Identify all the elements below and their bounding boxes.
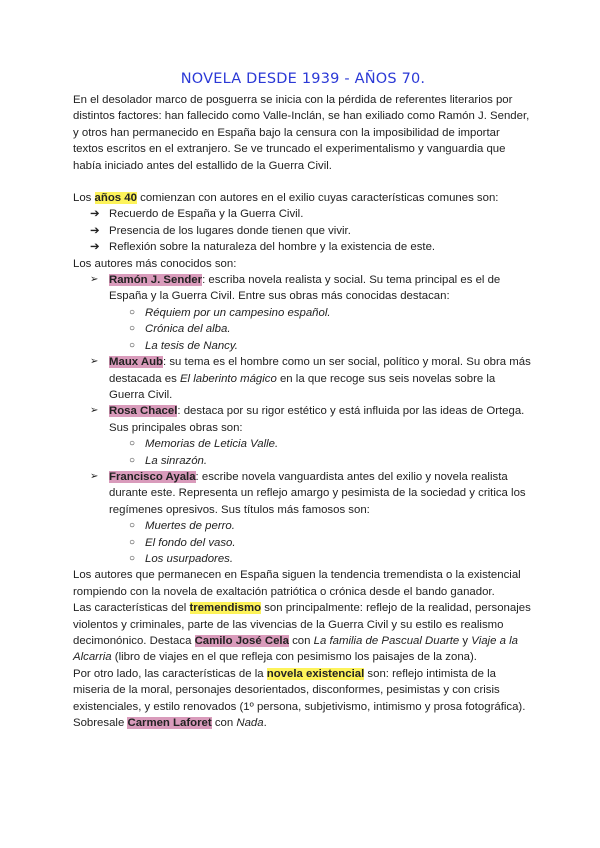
list-item: ➔ Reflexión sobre la naturaleza del hombre y la existencia de este. — [73, 239, 533, 255]
arrow-bullet-icon: ➔ — [90, 224, 100, 237]
list-item: ➔ Presencia de los lugares donde tienen que vivir. — [73, 223, 533, 239]
arrow-bullet-icon: ➔ — [90, 241, 100, 254]
exile-lead: Los años 40 comienzan con autores en el exilio cuyas características comunes son: — [73, 192, 499, 205]
author-name: Ramón J. Sender — [109, 274, 203, 287]
circle-bullet-icon: ○ — [129, 520, 136, 532]
circle-bullet-icon: ○ — [129, 536, 136, 548]
works-list — [109, 305, 533, 354]
work-item: ○ Réquiem por un campesino español. — [109, 305, 533, 321]
work-title: Nada — [236, 717, 264, 730]
work-item: ○ La sinrazón. — [109, 453, 533, 469]
tremendismo-paragraph: Las características del tremendismo son principalmente: reflejo de la realidad, personajes violentos y criminales, parte de las vivencias de la Guerra Civil y su estilo es realismo decimonónico. Destaca Camilo José Cela con La familia de Pascual Duarte y Viaje a la Alcarria (libro de viajes en el que refleja con pesimismo los paisajes de la zona). — [73, 602, 531, 664]
triangle-bullet-icon: ➢ — [90, 274, 99, 286]
spain-paragraph: Los autores que permanecen en España siguen la tendencia tremendista o la existencial rompiendo con la novela de exaltación patriótica o crónica desde el bando ganador. — [73, 569, 521, 598]
circle-bullet-icon: ○ — [129, 339, 136, 351]
circle-bullet-icon: ○ — [129, 552, 136, 564]
authors-list — [73, 272, 533, 567]
triangle-bullet-icon: ➢ — [90, 470, 99, 482]
circle-bullet-icon: ○ — [129, 438, 136, 450]
work-title: La familia de Pascual Duarte — [313, 635, 460, 647]
exile-traits-list — [73, 206, 533, 255]
intro-paragraph: En el desolador marco de posguerra se inicia con la pérdida de referentes literarios por distintos factores: han fallecido como Valle-Inclán, se han exiliado como Ramón J. Sender, y otros han permanecido en España bajo la censura con la imposibilidad de importar textos escritos en el extranjero. Se ve truncado el experimentalismo y vanguardia que había iniciado antes del estallido de la Guerra Civil. — [73, 94, 530, 172]
author-name: Maux Aub — [109, 356, 163, 369]
authors-intro: Los autores más conocidos son: — [73, 257, 237, 270]
work-item: ○ Memorias de Leticia Valle. — [109, 436, 533, 452]
highlight-tremendismo: tremendismo — [189, 602, 262, 615]
author-item-chacel: ➢ Rosa Chacel: destaca por su rigor estético y está influida por las ideas de Ortega. Sus principales obras son: ○ Memorias de Leticia Valle. ○ La sinrazón. — [73, 403, 533, 469]
author-name: Francisco Ayala — [109, 470, 196, 483]
work-title: El laberinto mágico — [179, 372, 277, 385]
author-name: Rosa Chacel — [109, 405, 178, 418]
circle-bullet-icon: ○ — [129, 323, 136, 335]
author-item-sender: ➢ Ramón J. Sender: escriba novela realista y social. Su tema principal es el de España y la Guerra Civil. Entre sus obras más conocidas destacan: ○ Réquiem por un campesino español. ○ Crónica del alba. ○ La tesis de Nancy. — [73, 272, 533, 354]
works-list — [109, 436, 533, 469]
existencial-paragraph: Por otro lado, las características de la novela existencial son: reflejo intimista de la miseria de la moral, personajes desorientados, disconformes, pesimistas y con crisis existenciales, y estilo renovados (1º persona, subjetivismo, intimismo y prosa fotográfica). Sobresale Carmen Laforet con Nada. — [73, 667, 526, 730]
works-list — [109, 518, 533, 567]
circle-bullet-icon: ○ — [129, 306, 136, 318]
work-title: Viaje a la Alcarria — [73, 635, 518, 664]
work-item: ○ El fondo del vaso. — [109, 535, 533, 551]
work-item: ○ Muertes de perro. — [109, 518, 533, 534]
triangle-bullet-icon: ➢ — [90, 356, 99, 368]
highlight-anos-40: años 40 — [94, 192, 137, 205]
document-page — [73, 70, 533, 731]
author-item-ayala: ➢ Francisco Ayala: escribe novela vanguardista antes del exilio y novela realista durante este. Representa un reflejo amargo y pesimista de la sociedad y critica los regímenes opresivos. Sus títulos más famosos son: ○ Muertes de perro. ○ El fondo del vaso. ○ Los usurpadores. — [73, 469, 533, 567]
circle-bullet-icon: ○ — [129, 454, 136, 466]
author-name: Carmen Laforet — [127, 717, 212, 730]
highlight-novela-existencial: novela existencial — [266, 667, 365, 680]
spacer — [73, 174, 533, 190]
list-item: ➔ Recuerdo de España y la Guerra Civil. — [73, 206, 533, 222]
page-title: NOVELA DESDE 1939 - AÑOS 70. — [180, 71, 426, 87]
arrow-bullet-icon: ➔ — [90, 208, 100, 221]
author-name: Camilo José Cela — [194, 635, 289, 647]
triangle-bullet-icon: ➢ — [90, 405, 99, 417]
work-item: ○ Los usurpadores. — [109, 551, 533, 567]
work-item: ○ Crónica del alba. — [109, 321, 533, 337]
author-item-aub: ➢ Maux Aub: su tema es el hombre como un ser social, político y moral. Su obra más destacada es El laberinto mágico en la que recoge sus seis novelas sobre la Guerra Civil. — [90, 356, 531, 401]
work-item: ○ La tesis de Nancy. — [109, 338, 533, 354]
